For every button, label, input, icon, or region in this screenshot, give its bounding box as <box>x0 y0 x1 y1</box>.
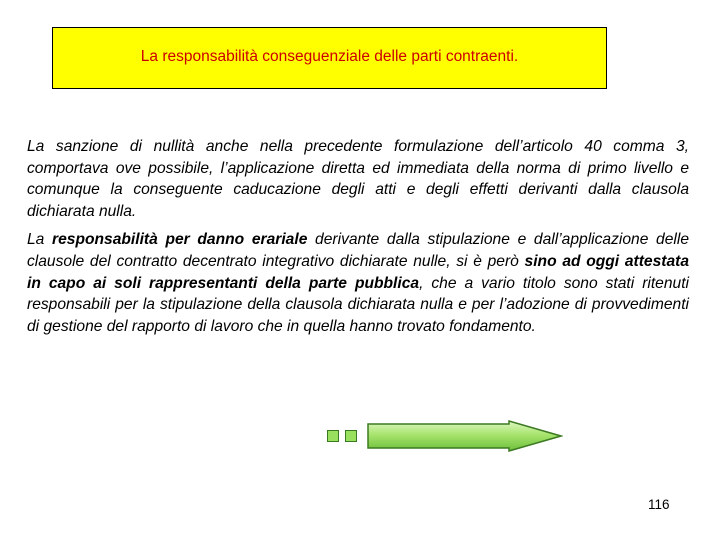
paragraph-text: La <box>27 231 53 249</box>
slide-body <box>27 136 689 337</box>
right-arrow-icon[interactable] <box>367 420 563 452</box>
page-number: 116 <box>648 497 670 512</box>
paragraph-nullity: La sanzione di nullità anche nella precedente formulazione dell’articolo 40 comma 3, comportava ove possibile, l’applicazione diretta ed immediata della norma di primo livello e comunque la conseguente caducazione degli atti e degli effetti derivanti dalla clausola dichiarata nulla. <box>27 138 689 220</box>
paragraph-text: derivante dalla stipulazione e dall’applicazione delle clausole del contratto decentrato integrativo dichiarate nulle, si è però <box>27 231 689 270</box>
paragraph-text: , che a vario titolo sono stati ritenuti responsabili per la stipulazione della clausola dichiarata nulla e per l’adozione di provvedimenti di gestione del rapporto di lavoro che in quella hanno trovato fondamento. <box>27 274 689 335</box>
emphasis-danno-erariale: responsabilità per danno erariale <box>52 231 308 249</box>
nav-square-icon-second[interactable] <box>345 430 357 442</box>
emphasis-parte-pubblica: sino ad oggi attestata in capo ai soli rappresentanti della parte pubblica <box>27 252 689 292</box>
slide-title: La responsabilità conseguenziale delle parti contraenti. <box>140 48 519 65</box>
title-banner <box>52 27 607 89</box>
nav-square-icon-first[interactable] <box>327 430 339 442</box>
paragraph-responsibility <box>27 229 689 337</box>
